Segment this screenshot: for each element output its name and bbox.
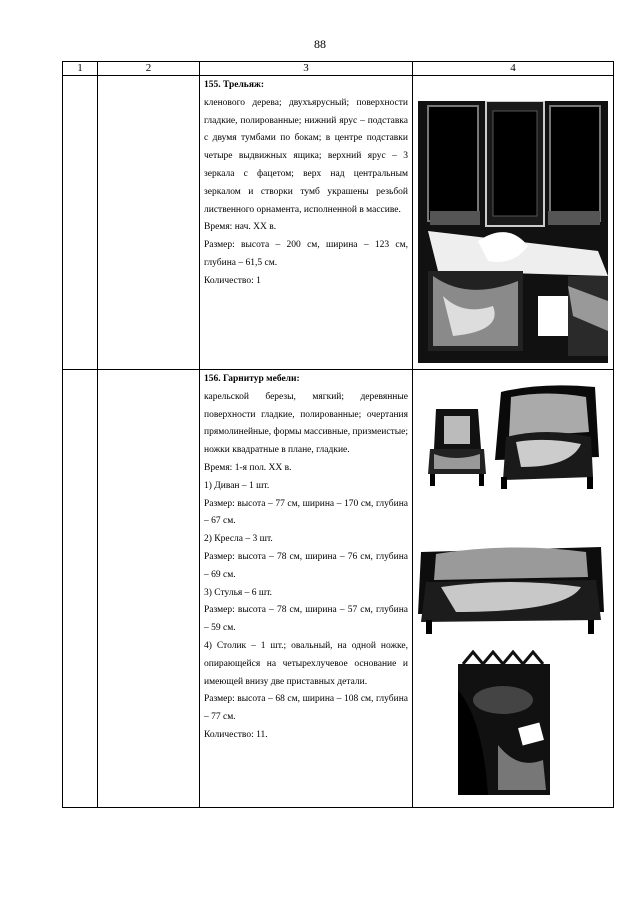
chair-photo [426,404,488,486]
page-number: 88 [314,37,326,51]
cell-empty-156 [98,370,200,808]
item-armchairs-size-156: Размер: высота – 78 см, ширина – 76 см, глубина – 69 см. [204,551,408,580]
cell-photo-156 [413,370,614,808]
catalog-table [62,61,614,808]
item-armchairs-156: 2) Кресла – 3 шт. [204,534,273,545]
cell-number-155 [63,76,98,370]
column-header-4: 4 [413,62,614,76]
table-header-row [63,62,614,76]
item-table-size-156: Размер: высота – 68 см, ширина – 108 см, глубина – 77 см. [204,694,408,723]
column-header-3: 3 [200,62,413,76]
item-description-156: карельской березы, мягкий; деревянные поверхности гладкие, полированные; очертания прямолинейные, формы массивные, призмеистые; ножки квадратные в плане, гладкие. [204,391,408,456]
item-quantity-156: Количество: 11. [204,729,268,740]
item-table-156: 4) Столик – 1 шт.; овальный, на одной ножке, опирающейся на четырехлучевое основание и имеющей внизу две приставных детали. [204,640,408,687]
cell-description-156 [200,370,413,808]
column-header-1: 1 [63,62,98,76]
item-size-155: Размер: высота – 200 см, ширина – 123 см, глубина – 61,5 см. [204,240,408,268]
table-photo [458,650,550,795]
cell-empty-155 [98,76,200,370]
item-sofa-size-156: Размер: высота – 77 см, ширина – 170 см, глубина – 67 см. [204,498,408,527]
item-time-155: Время: нач. XX в. [204,222,277,233]
armchair-photo [491,382,603,489]
item-title-155: 155. Трельяж: [204,80,265,90]
dressing-table-photo [418,101,608,363]
item-chairs-156: 3) Стулья – 6 шт. [204,587,273,598]
cell-number-156 [63,370,98,808]
table-row-156 [63,370,614,808]
column-header-2: 2 [98,62,200,76]
cell-description-155 [200,76,413,370]
cell-photo-155 [413,76,614,370]
item-time-156: Время: 1-я пол. XX в. [204,462,292,473]
sofa-photo [416,542,606,634]
item-sofa-156: 1) Диван – 1 шт. [204,480,270,491]
item-quantity-155: Количество: 1 [204,275,261,286]
item-title-156: 156. Гарнитур мебели: [204,374,300,384]
item-description-155: кленового дерева; двухъярусный; поверхности гладкие, полированные; нижний ярус – подставка с двумя тумбами по бокам; в центре подставки четыре выдвижных ящика; верхний ярус – 3 зеркала с фацетом; верх над центральным зеркалом и створки тумб украшены резьбой лиственного орнамента, исполненной в массиве. [204,97,408,215]
table-row-155 [63,76,614,370]
item-chairs-size-156: Размер: высота – 78 см, ширина – 57 см, глубина – 59 см. [204,605,408,634]
